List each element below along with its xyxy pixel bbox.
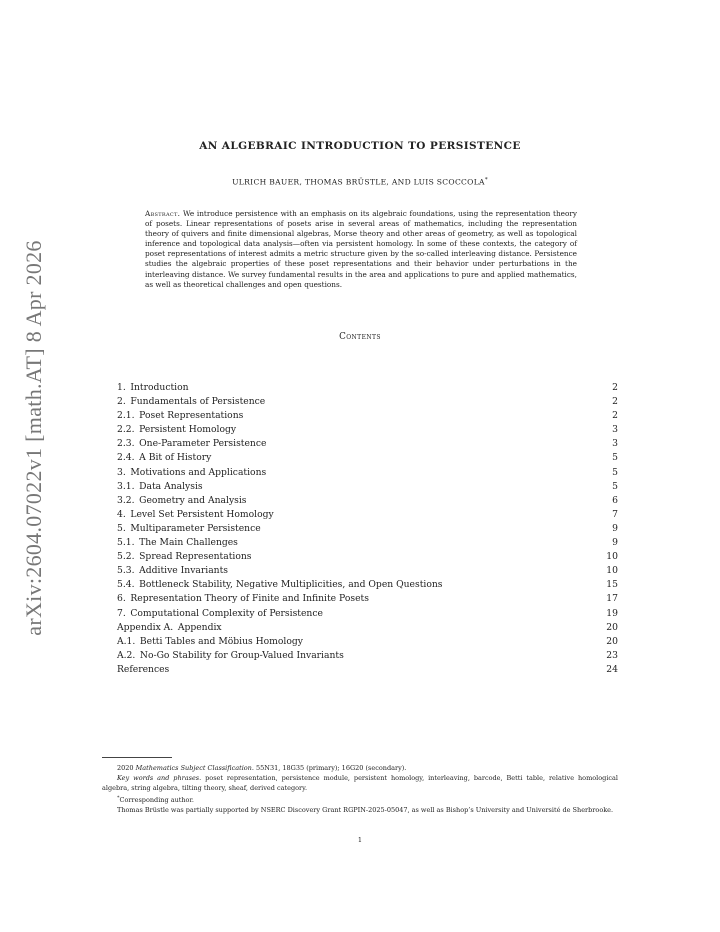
toc-entry[interactable] [117,423,618,437]
toc-entry-page: 5 [612,480,618,492]
toc-entry-title: Geometry and Analysis [139,494,247,506]
corresponding-mark: * [117,795,120,801]
abstract-text: We introduce persistence with an emphasis on its algebraic foundations, using the representation theory of posets. Linear representations of posets arise in several areas of mathematics, including the representation theory of quivers and finite dimensional algebras, Morse theory and other areas of geometry, as well as topological inference and topological data analysis—often via persistent homology. In some of these contexts, the category of poset representations of interest admits a metric structure given by the so-called interleaving distance. Persistence studies the algebraic properties of these poset representations and their behavior under perturbations in the interleaving distance. We survey fundamental results in the area and applications to pure and applied mathematics, as well as theoretical challenges and open questions. [145,209,577,289]
paper-title: AN ALGEBRAIC INTRODUCTION TO PERSISTENCE [199,140,521,152]
toc-entry-page: 23 [606,649,618,661]
toc-entry-number: 2.4. [117,452,135,464]
footnote-corresponding [102,793,618,805]
toc-entry-label [117,550,252,564]
toc-entry-label [117,536,238,550]
toc-entry[interactable] [117,381,618,395]
toc-entry-number: 5. [117,522,126,534]
toc-entry-title: The Main Challenges [139,537,238,549]
contents-heading: Contents [339,332,381,342]
toc-entry-label [117,621,222,635]
toc-entry-page: 20 [606,635,618,647]
toc-entry-label [117,494,247,508]
footnote-msc [102,763,618,773]
toc-entry-title: Computational Complexity of Persistence [130,607,323,619]
toc-entry-title: Level Set Persistent Homology [130,508,274,520]
toc-entry-number: 6. [117,593,126,605]
toc-entry-page: 10 [606,551,618,563]
toc-entry-page: 6 [612,494,618,506]
toc-entry[interactable] [117,663,618,677]
msc-year: 2020 [117,764,134,772]
toc-entry-label [117,564,228,578]
toc-entry-number: 5.2. [117,551,135,563]
corresponding-text: Corresponding author. [119,796,194,805]
toc-entry[interactable] [117,621,618,635]
toc-entry-page: 20 [606,621,618,633]
toc-entry-number: 2.2. [117,424,135,436]
toc-entry[interactable] [117,607,618,621]
toc-entry-page: 2 [612,396,618,408]
toc-entry-title: Representation Theory of Finite and Infinite Posets [130,593,369,605]
table-of-contents [117,381,618,677]
toc-entry-label [117,423,236,437]
author-list [0,177,720,187]
toc-entry-number: A.2. [117,649,136,661]
toc-entry-label [117,522,261,536]
toc-entry-number: 3.2. [117,494,135,506]
toc-entry[interactable] [117,635,618,649]
toc-entry-title: References [117,663,170,675]
toc-entry-label [117,578,442,592]
toc-entry-number: 3. [117,466,126,478]
toc-entry-number: 2.3. [117,438,135,450]
toc-entry[interactable] [117,508,618,522]
toc-entry-page: 3 [612,424,618,436]
toc-entry-label [117,381,189,395]
toc-entry-label [117,409,243,423]
toc-entry-label [117,451,211,465]
toc-entry-page: 7 [612,508,618,520]
toc-entry-number: 7. [117,607,126,619]
toc-entry[interactable] [117,437,618,451]
footnote-keywords [102,773,618,793]
toc-entry-label [117,395,265,409]
toc-entry-title: Fundamentals of Persistence [130,396,266,408]
toc-entry-label [117,508,274,522]
toc-entry-number: 2.1. [117,410,135,422]
toc-entry-title: Appendix [177,621,222,633]
toc-entry-title: Additive Invariants [139,565,229,577]
toc-entry-page: 5 [612,466,618,478]
keywords-label: Key words and phrases. [117,774,202,782]
toc-entry-label [117,635,303,649]
toc-entry[interactable] [117,409,618,423]
toc-entry-title: One-Parameter Persistence [139,438,267,450]
toc-entry-number: 5.4. [117,579,135,591]
toc-entry-number: Appendix A. [117,621,174,633]
toc-entry-number: 5.1. [117,537,135,549]
toc-entry-page: 15 [606,579,618,591]
toc-entry-title: Persistent Homology [139,424,237,436]
toc-entry[interactable] [117,480,618,494]
toc-entry-number: 4. [117,508,126,520]
toc-entry-title: Multiparameter Persistence [130,522,261,534]
toc-entry-number: 3.1. [117,480,135,492]
corresponding-author-mark: * [484,177,488,183]
toc-entry[interactable] [117,451,618,465]
toc-entry-title: Data Analysis [139,480,203,492]
toc-entry-page: 24 [606,663,618,675]
toc-entry-page: 9 [612,537,618,549]
toc-entry-label [117,466,266,480]
toc-entry-label [117,663,169,677]
footnote-funding [102,805,618,815]
toc-entry[interactable] [117,550,618,564]
toc-entry[interactable] [117,592,618,606]
toc-entry[interactable] [117,564,618,578]
toc-entry-title: Introduction [130,382,189,393]
toc-entry-label [117,592,369,606]
toc-entry-title: Poset Representations [139,410,244,422]
footnote-divider [102,757,172,758]
toc-entry-number: 2. [117,396,126,408]
toc-entry-number: 5.3. [117,565,135,577]
toc-entry-title: Bottleneck Stability, Negative Multiplicities, and Open Questions [139,579,443,591]
toc-entry-number: 1. [117,382,126,393]
funding-text: Thomas Brüstle was partially supported by NSERC Discovery Grant RGPIN-2025-05047, as well as Bishop’s University and Université de Sherbrooke. [117,806,614,815]
toc-entry[interactable] [117,494,618,508]
toc-entry-page: 9 [612,522,618,534]
toc-entry-page: 17 [606,593,618,605]
page-number: 1 [357,836,363,844]
toc-entry[interactable] [117,522,618,536]
toc-entry-title: Betti Tables and Möbius Homology [139,635,303,647]
toc-entry-page: 10 [606,565,618,577]
toc-entry-title: No-Go Stability for Group-Valued Invariants [139,649,344,661]
msc-text: 55N31, 18G35 (primary); 16G20 (secondary). [256,764,407,772]
toc-entry-page: 2 [612,382,618,393]
toc-entry[interactable] [117,395,618,409]
msc-label: Mathematics Subject Classification. [135,764,254,772]
toc-entry[interactable] [117,466,618,480]
toc-entry-page: 2 [612,410,618,422]
toc-entry-number: A.1. [117,635,136,647]
toc-entry-label [117,437,266,451]
toc-entry-title: Motivations and Applications [130,466,267,478]
toc-entry-title: Spread Representations [139,551,252,563]
toc-entry-label [117,649,344,663]
toc-entry[interactable] [117,536,618,550]
arxiv-identifier-stamp: arXiv:2604.07022v1 [math.AT] 8 Apr 2026 [21,240,46,636]
toc-entry-title: A Bit of History [139,452,212,464]
toc-entry[interactable] [117,578,618,592]
toc-entry-page: 3 [612,438,618,450]
toc-entry-page: 19 [606,607,618,619]
footnotes [102,763,618,815]
author-names: ULRICH BAUER, THOMAS BRÜSTLE, AND LUIS SCOCCOLA [232,177,485,187]
toc-entry-label [117,480,203,494]
keywords-text: poset representation, persistence module, persistent homology, interleaving, barcode, Betti table, relative homological algebra, string algebra, tilting theory, sheaf, derived category. [102,774,618,792]
toc-entry[interactable] [117,649,618,663]
abstract [145,209,577,290]
toc-entry-page: 5 [612,452,618,464]
abstract-label: Abstract. [145,209,181,218]
toc-entry-label [117,607,323,621]
